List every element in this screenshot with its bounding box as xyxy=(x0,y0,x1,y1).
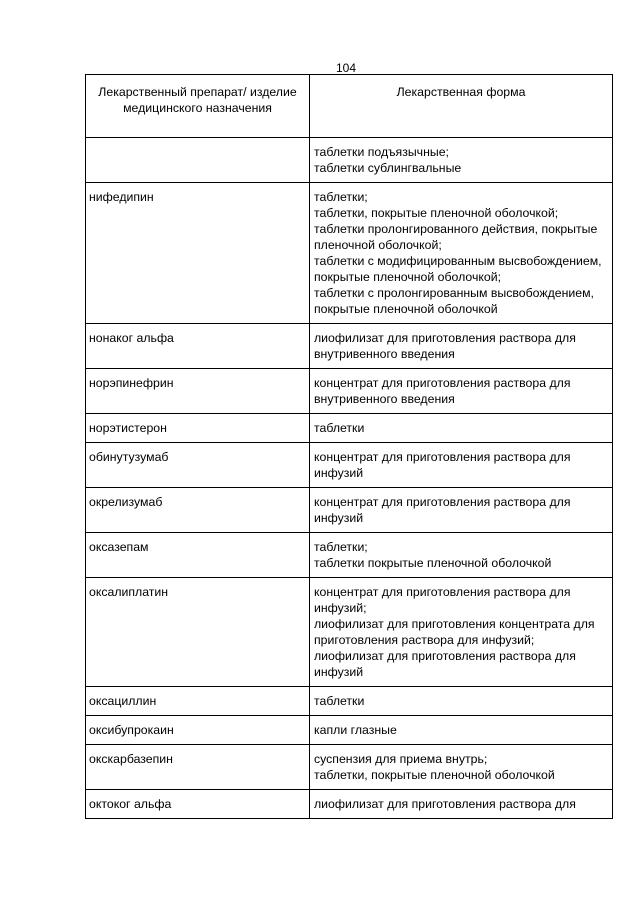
dosage-form-line: таблетки, покрытые пленочной оболочкой; xyxy=(314,206,559,220)
dosage-form-cell xyxy=(310,687,613,716)
table-row xyxy=(86,687,613,716)
dosage-form-cell xyxy=(310,790,613,819)
drug-name-cell: оксалиплатин xyxy=(86,578,310,687)
dosage-form-cell xyxy=(310,183,613,324)
table-row xyxy=(86,578,613,687)
dosage-form-line: таблетки с модифицированным высвобождением, покрытые пленочной оболочкой; xyxy=(314,254,602,284)
dosage-form-cell xyxy=(310,369,613,414)
dosage-form-line: таблетки покрытые пленочной оболочкой xyxy=(314,556,552,570)
dosage-form-line: таблетки пролонгированного действия, покрытые пленочной оболочкой; xyxy=(314,222,598,252)
dosage-form-line: таблетки; xyxy=(314,540,368,554)
dosage-form-line: таблетки xyxy=(314,421,365,435)
dosage-form-line: лиофилизат для приготовления раствора для xyxy=(314,797,576,811)
table-row xyxy=(86,790,613,819)
table-row xyxy=(86,138,613,183)
dosage-form-line: лиофилизат для приготовления раствора для инфузий xyxy=(314,649,576,679)
dosage-form-line: капли глазные xyxy=(314,723,397,737)
drug-name-cell: нифедипин xyxy=(86,183,310,324)
table-row xyxy=(86,443,613,488)
dosage-form-line: таблетки xyxy=(314,694,365,708)
page-number: 104 xyxy=(335,61,357,75)
dosage-form-line: лиофилизат для приготовления концентрата для приготовления раствора для инфузий; xyxy=(314,617,595,647)
dosage-form-cell xyxy=(310,414,613,443)
table-row xyxy=(86,369,613,414)
dosage-form-line: таблетки с пролонгированным высвобождением, покрытые пленочной оболочкой xyxy=(314,286,594,316)
drug-name-cell: норэтистерон xyxy=(86,414,310,443)
header-form: Лекарственная форма xyxy=(310,75,613,138)
drug-name-cell: окскарбазепин xyxy=(86,745,310,790)
dosage-form-line: концентрат для приготовления раствора для инфузий xyxy=(314,495,571,525)
dosage-form-cell xyxy=(310,324,613,369)
drug-name-cell: нонаког альфа xyxy=(86,324,310,369)
drug-table xyxy=(85,74,613,819)
table-row xyxy=(86,488,613,533)
table-row xyxy=(86,745,613,790)
dosage-form-cell xyxy=(310,716,613,745)
dosage-form-line: лиофилизат для приготовления раствора для внутривенного введения xyxy=(314,331,576,361)
table-header xyxy=(86,75,613,138)
dosage-form-line: таблетки подъязычные; xyxy=(314,145,449,159)
drug-name-cell: оксазепам xyxy=(86,533,310,578)
dosage-form-line: таблетки; xyxy=(314,190,368,204)
drug-name-cell: оксациллин xyxy=(86,687,310,716)
table-row xyxy=(86,716,613,745)
dosage-form-line: таблетки сублингвальные xyxy=(314,161,462,175)
dosage-form-cell xyxy=(310,578,613,687)
table-body xyxy=(86,138,613,819)
dosage-form-line: концентрат для приготовления раствора для инфузий; xyxy=(314,585,571,615)
table-row xyxy=(86,324,613,369)
dosage-form-cell xyxy=(310,138,613,183)
dosage-form-line: таблетки, покрытые пленочной оболочкой xyxy=(314,768,555,782)
dosage-form-cell xyxy=(310,488,613,533)
drug-name-cell: октоког альфа xyxy=(86,790,310,819)
table-row xyxy=(86,533,613,578)
dosage-form-cell xyxy=(310,443,613,488)
dosage-form-cell xyxy=(310,745,613,790)
dosage-form-line: суспензия для приема внутрь; xyxy=(314,752,488,766)
header-drug: Лекарственный препарат/ изделие медицинского назначения xyxy=(86,75,310,138)
dosage-form-line: концентрат для приготовления раствора для внутривенного введения xyxy=(314,376,571,406)
drug-name-cell: окрелизумаб xyxy=(86,488,310,533)
table-row xyxy=(86,414,613,443)
dosage-form-line: концентрат для приготовления раствора для инфузий xyxy=(314,450,571,480)
drug-name-cell: норэпинефрин xyxy=(86,369,310,414)
drug-name-cell xyxy=(86,138,310,183)
drug-name-cell: обинутузумаб xyxy=(86,443,310,488)
dosage-form-cell xyxy=(310,533,613,578)
header-row xyxy=(86,75,613,138)
table-row xyxy=(86,183,613,324)
drug-name-cell: оксибупрокаин xyxy=(86,716,310,745)
